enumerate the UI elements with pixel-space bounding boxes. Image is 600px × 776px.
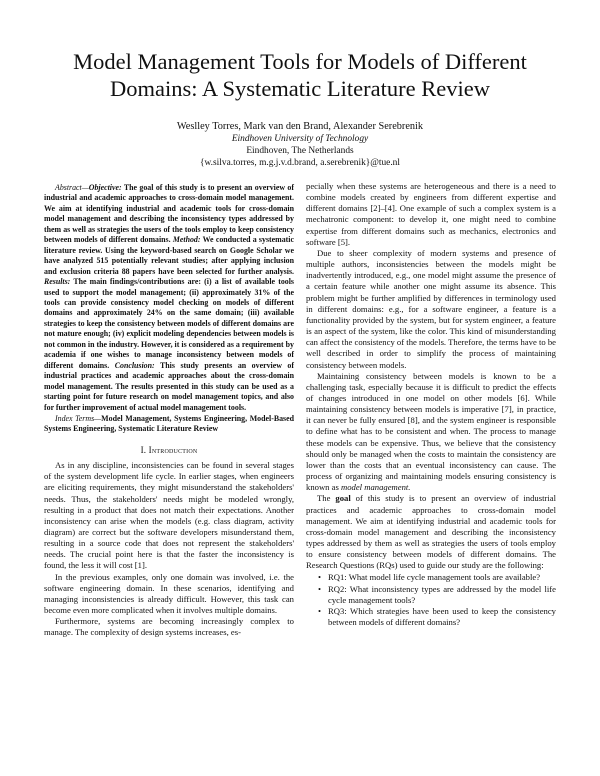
bullet-icon: • [318,605,322,616]
method-label: Method: [172,235,201,245]
research-questions-list [306,572,556,628]
paragraph-3-text: Maintaining consistency between models is known to be a challenging task, especially because it is difficult to predict the effects of changes introduced in one model on other models [6]. While maintaining consistency between models is imperative [7], in practice, it can never be fully ensured [8], and the system engineer is responsible to define what has to be consistent and when. The process to manage these models can be expensive. Thus, we believe that the consistency should only be managed when the costs to maintain the consistency are lower than the costs that an eventual inconsistency can cause. The process of organizing and maintaining models ensuring consistency is known as [306,370,556,493]
rq1-text: RQ1: What model life cycle management tools are available? [328,572,541,583]
index-terms-label: Index Terms— [55,413,102,423]
right-column [306,181,556,628]
objective-label: Objective: [88,183,122,192]
conclusion-label: Conclusion: [114,360,155,370]
results-text: The main findings/contributions are: (i) a list of available tools used to support the model management; (ii) approximately 31% of the tools can provide consistency model checking on models of different domains and approximately 24% on the same domain; (iii) available strategies to keep the consistency between models of different domains are not mature enough; (iv) explicit modeling dependencies between models is not common in the industry. However, it is considered as a requirement by academia if one wishes to manage inconsistency between models of different domains. [44,277,294,370]
left-column [44,183,294,639]
abstract-label: Abstract— [55,183,89,192]
right-paragraph-1: pecially when these systems are heterogeneous and there is a need to combine models created by engineers from different expertise and different domains [2]–[4]. One example of such a complex system is a mechatronic component: to develop it, one might need to combine expertise from different domains such as mechanics, electronics and software [5]. [306,181,556,247]
location: Eindhoven, The Netherlands [246,146,354,156]
affiliation [60,133,540,169]
goal-keyword: goal [335,493,351,504]
institution: Eindhoven University of Technology [231,134,369,144]
right-paragraph-4 [306,493,556,571]
rq3-text: RQ3: Which strategies have been used to keep the consistency between models of different domains? [328,605,556,628]
intro-paragraph-1: As in any discipline, inconsistencies can be found in several stages of the system development life cycle. In earlier stages, when engineers are eliciting requirements, they might misunderstand the stakeholders' needs. Thus, the stakeholders' needs might be modeled wrongly, resulting in a product that does not match their expectations. Another inconsistency can arise when the models (e.g. class diagram, activity diagram) are correct but the software developers misunderstand them, resulting in a source code that does not represent the stakeholders' needs. The crucial point here is that the faster the inconsistency is found, the less it will cost [1]. [44,460,294,571]
intro-paragraph-3: Furthermore, systems are becoming increasingly complex to manage. The complexity of design systems increases, es- [44,616,294,638]
emails: {w.silva.torres, m.g.j.v.d.brand, a.serebrenik}@tue.nl [200,158,400,168]
list-item [318,584,556,606]
section-heading-introduction: I. Introduction [140,444,198,455]
goal-text: of this study is to present an overview of industrial practices and academic approaches to cross-domain model management. We aim at identifying industrial and academic tools for cross-domain model management and describing the inconsistency types addressed by them as well as strategies the users of tools employ to ensure consistency between models of different domains. The Research Questions (RQs) used to guide our study are the following: [306,493,556,571]
paper-title [40,48,560,102]
results-label: Results: [44,277,71,287]
bullet-icon: • [318,572,322,583]
model-management-term: model management. [340,482,411,493]
author-list: Weslley Torres, Mark van den Brand, Alexander Serebrenik [176,121,424,132]
index-terms-text: Model Management, Systems Engineering, Model-Based Systems Engineering, Systematic Literature Review [44,413,294,434]
title-line-1: Model Management Tools for Models of Different [73,49,527,74]
list-item [318,572,556,583]
objective-text: The goal of this study is to present an overview of industrial and academic approaches to cross-domain model management. We aim at identifying industrial and academic tools for cross-domain model management and describing the inconsistency types addressed by them as well as strategies the users of the tools employ to keep consistency between models of different domains. [44,183,294,245]
right-paragraph-2: Due to sheer complexity of modern systems and presence of multiple authors, inconsistencies between the models might be inadvertently introduced, e.g., one model might assume the presence of a certain feature while another one might assume its absence. This problem might be further amplified by differences in terminology used in different domains: e.g., for a software engineer, a feature is a functionality provided by the system, but for system engineer, a feature is an aspect of the system, like the color. This kind of misunderstanding can affect the consistency of the models. Therefore, the terms have to be well described in order to simplify the process of maintaining consistency between models. [306,247,556,370]
intro-paragraph-2: In the previous examples, only one domain was involved, i.e. the software engineering domain. In these scenarios, identifying and managing inconsistencies is already difficult. However, this task can become even more complicated when it involves multiple domains. [44,571,294,616]
rq2-text: RQ2: What inconsistency types are addressed by the model life cycle management tools? [328,583,556,605]
method-text: We conducted a systematic literature review. Using the keyword-based search on Google Scholar we have analyzed 515 potentially relevant studies; after applying inclusion and exclusion criteria 88 papers have been selected for further analysis. [44,235,294,276]
index-terms [44,414,294,435]
conclusion-text: This study presents an overview of industrial practices and academic approaches about the cross-domain model management. The results presented in this study can be used as a starting point for future research on model management topics, and also for further improvement of actual model management tools. [44,360,294,412]
abstract [44,183,294,413]
right-paragraph-3 [306,371,556,494]
goal-prefix: The [317,493,336,504]
list-item [318,606,556,628]
title-line-2: Domains: A Systematic Literature Review [110,76,490,101]
bullet-icon: • [318,583,322,594]
